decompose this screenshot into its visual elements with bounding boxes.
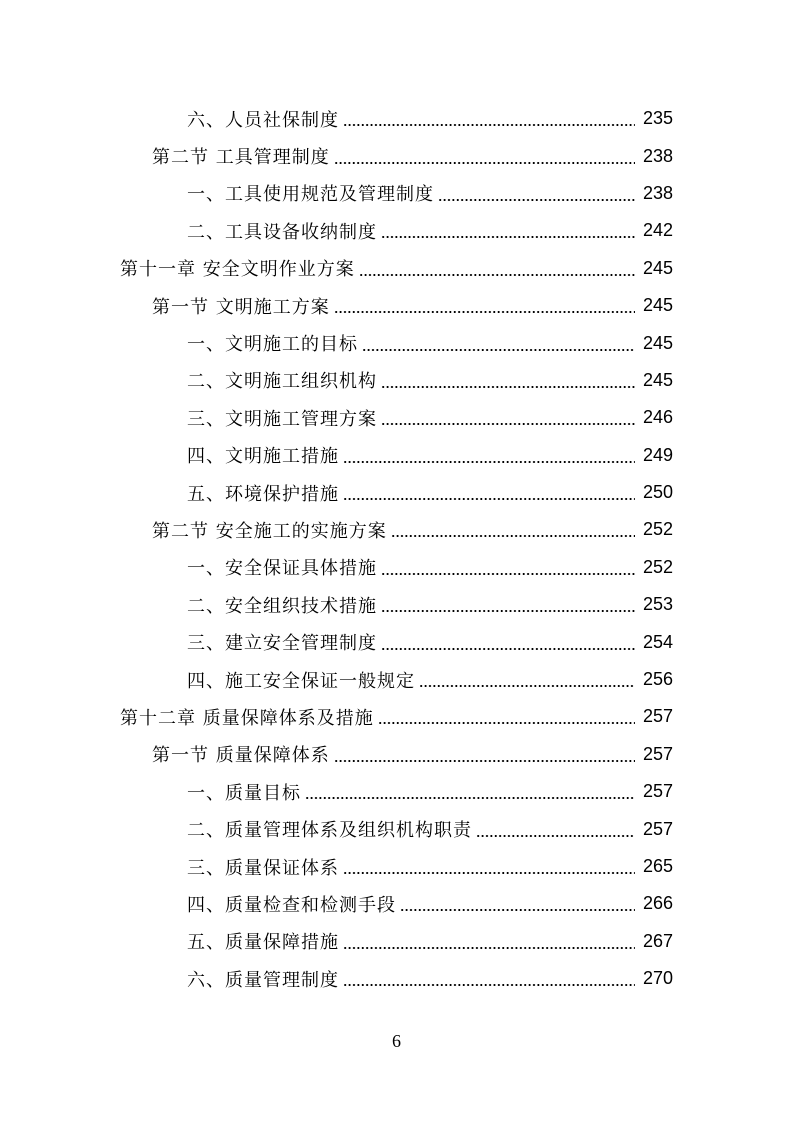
- toc-entry-page: 256: [642, 669, 673, 690]
- toc-entry[interactable]: [0, 960, 793, 997]
- toc-dot-leader: [343, 461, 635, 463]
- toc-entry-title: 三、建立安全管理制度: [187, 633, 377, 655]
- toc-entry-title: 二、文明施工组织机构: [187, 371, 377, 393]
- toc-entry[interactable]: [0, 287, 793, 324]
- toc-entry-page: 235: [642, 108, 673, 129]
- toc-entry-page: 246: [642, 407, 673, 428]
- toc-entry-title: 一、工具使用规范及管理制度: [187, 184, 434, 206]
- toc-entry-title: 四、文明施工措施: [187, 446, 339, 468]
- toc-entry-page: 250: [642, 482, 673, 503]
- toc-entry-page: 267: [642, 930, 673, 951]
- toc-dot-leader: [343, 947, 635, 949]
- toc-entry[interactable]: [0, 810, 793, 847]
- toc-entry-page: 265: [642, 856, 673, 876]
- toc-entry-page: 238: [642, 145, 673, 166]
- toc-entry[interactable]: [0, 175, 793, 212]
- toc-entry[interactable]: [0, 511, 793, 548]
- toc-entry-page: 257: [642, 706, 673, 727]
- toc-dot-leader: [334, 162, 635, 164]
- toc-entry-title: 五、环境保护措施: [187, 483, 339, 505]
- toc-entry[interactable]: [0, 773, 793, 810]
- toc-entry-title: 六、人员社保制度: [187, 109, 339, 131]
- toc-dot-leader: [381, 236, 635, 238]
- toc-entry-page: 245: [642, 332, 673, 353]
- toc-entry-title: 四、施工安全保证一般规定: [187, 670, 415, 692]
- toc-entry-title: 一、质量目标: [187, 782, 301, 804]
- toc-dot-leader: [343, 984, 635, 986]
- toc-dot-leader: [378, 722, 635, 724]
- toc-entry-title: 二、质量管理体系及组织机构职责: [187, 820, 472, 842]
- toc-dot-leader: [334, 760, 635, 762]
- toc-entry-title: 第二节 工具管理制度: [152, 147, 330, 169]
- toc-dot-leader: [476, 835, 635, 837]
- toc-entry[interactable]: [0, 549, 793, 586]
- toc-entry[interactable]: [0, 137, 793, 174]
- toc-entry-title: 一、文明施工的目标: [187, 334, 358, 356]
- toc-entry-title: 六、质量管理制度: [187, 969, 339, 991]
- toc-entry[interactable]: [0, 623, 793, 660]
- toc-entry-page: 249: [642, 444, 673, 465]
- toc-entry-page: 252: [642, 519, 673, 540]
- toc-dot-leader: [438, 199, 635, 201]
- toc-dot-leader: [400, 909, 635, 911]
- toc-dot-leader: [343, 124, 635, 126]
- toc-entry[interactable]: [0, 848, 793, 885]
- toc-dot-leader: [381, 386, 635, 388]
- toc-entry-title: 五、质量保障措施: [187, 932, 339, 954]
- toc-entry-page: 245: [642, 369, 673, 390]
- toc-dot-leader: [362, 349, 635, 351]
- toc-dot-leader: [381, 423, 635, 425]
- table-of-contents: [0, 100, 793, 997]
- toc-dot-leader: [391, 535, 635, 537]
- toc-entry-title: 三、质量保证体系: [187, 857, 339, 879]
- toc-entry-page: 238: [642, 182, 673, 203]
- toc-entry-title: 第一节 文明施工方案: [152, 296, 330, 318]
- toc-dot-leader: [419, 685, 635, 687]
- toc-entry[interactable]: [0, 698, 793, 735]
- toc-entry-page: 245: [642, 257, 673, 278]
- toc-entry-page: 257: [642, 818, 673, 839]
- toc-entry-title: 第二节 安全施工的实施方案: [152, 520, 387, 542]
- toc-dot-leader: [381, 648, 635, 650]
- toc-entry-title: 第一节 质量保障体系: [152, 745, 330, 767]
- toc-entry-title: 第十一章 安全文明作业方案: [120, 259, 355, 281]
- toc-dot-leader: [381, 610, 635, 612]
- toc-dot-leader: [381, 573, 635, 575]
- toc-entry[interactable]: [0, 399, 793, 436]
- toc-entry-page: 266: [642, 893, 673, 914]
- toc-entry-page: 254: [642, 631, 673, 652]
- toc-entry[interactable]: [0, 586, 793, 623]
- toc-entry-page: 252: [642, 556, 673, 577]
- toc-entry-page: 257: [642, 781, 673, 802]
- toc-entry-title: 一、安全保证具体措施: [187, 558, 377, 580]
- toc-dot-leader: [343, 498, 635, 500]
- toc-entry[interactable]: [0, 250, 793, 287]
- toc-entry-title: 二、工具设备收纳制度: [187, 221, 377, 243]
- toc-entry-page: 242: [642, 220, 673, 241]
- toc-entry[interactable]: [0, 324, 793, 361]
- toc-entry-title: 第十二章 质量保障体系及措施: [120, 707, 374, 729]
- toc-entry-page: 270: [642, 968, 673, 989]
- toc-entry[interactable]: [0, 923, 793, 960]
- toc-entry-title: 三、文明施工管理方案: [187, 408, 377, 430]
- toc-dot-leader: [305, 797, 635, 799]
- toc-entry[interactable]: [0, 736, 793, 773]
- toc-entry[interactable]: [0, 100, 793, 137]
- toc-entry[interactable]: [0, 474, 793, 511]
- toc-entry-title: 四、质量检查和检测手段: [187, 894, 396, 916]
- toc-entry[interactable]: [0, 212, 793, 249]
- toc-dot-leader: [334, 311, 635, 313]
- toc-entry-page: 257: [642, 743, 673, 764]
- toc-entry-title: 二、安全组织技术措施: [187, 595, 377, 617]
- toc-dot-leader: [343, 872, 635, 874]
- toc-entry[interactable]: [0, 362, 793, 399]
- toc-entry[interactable]: [0, 885, 793, 922]
- toc-entry-page: 253: [642, 594, 673, 615]
- toc-entry[interactable]: [0, 661, 793, 698]
- page-number: 6: [392, 1031, 401, 1051]
- toc-dot-leader: [359, 274, 635, 276]
- toc-entry[interactable]: [0, 437, 793, 474]
- toc-entry-page: 245: [642, 295, 673, 316]
